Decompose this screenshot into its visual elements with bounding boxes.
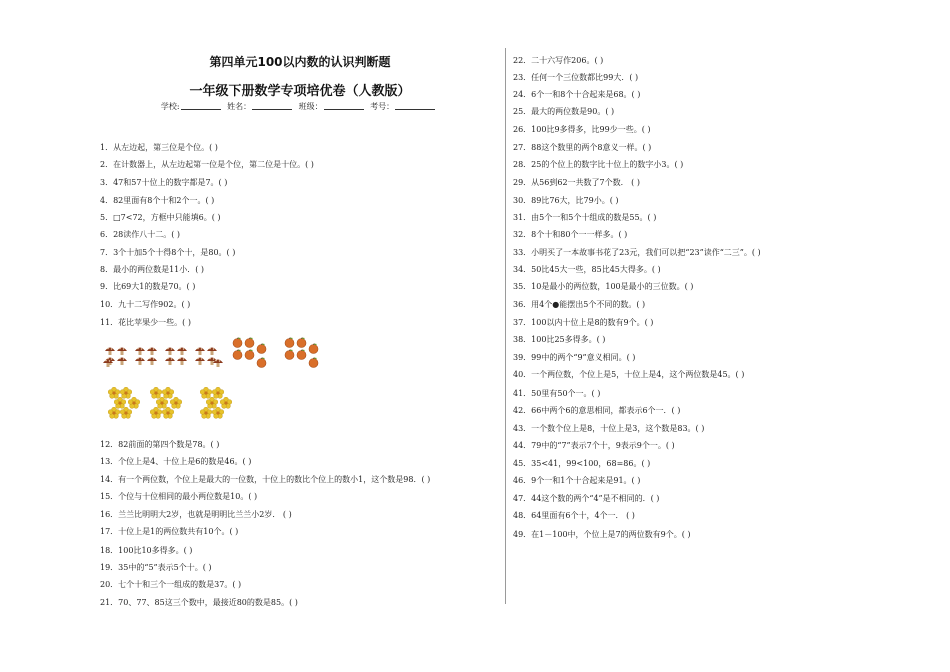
question-item: 22．二十六写作206。( ) [513,56,604,65]
apple-icon [284,337,295,348]
question-item: 19．35中的“5”表示5个十。( ) [100,563,212,572]
apple-icon [256,357,267,368]
flower-icon [108,407,120,419]
apple-icon [308,357,319,368]
question-item: 15．个位与十位相同的最小两位数是10。( ) [100,492,258,501]
flower-icon [128,397,140,409]
question-item: 1．从左边起，第三位是个位。( ) [100,143,218,152]
flower-icon [150,407,162,419]
question-item: 10．九十二写作902。( ) [100,300,191,309]
name-blank[interactable] [252,109,292,110]
apple-icon [244,337,255,348]
q11-picture [104,335,334,430]
school-label: 学校: [160,102,180,111]
flower-icon [220,397,232,409]
question-item: 23．任何一个三位数都比99大．( ) [513,73,639,82]
student-info-line [100,101,500,112]
school-blank[interactable] [181,109,221,110]
question-item: 37．100以内十位上是8的数有9个。( ) [513,318,654,327]
question-item: 36．用4个●能摆出5个不同的数。( ) [513,300,646,309]
question-item: 13．个位上是4、十位上是6的数是46。( ) [100,457,252,466]
question-item: 3．47和57十位上的数字都是7。( ) [100,178,228,187]
question-item: 11．花比苹果少一些。( ) [100,318,191,327]
worksheet-subtitle: 一年级下册数学专项培优卷（人教版） [189,84,411,99]
flower-icon [170,397,182,409]
question-item: 38．100比25多得多。( ) [513,335,606,344]
question-item: 32．8个十和80个一一样多。( ) [513,230,628,239]
question-item: 33．小明买了一本故事书花了23元，我们可以把“23”读作“二三”。( ) [513,248,761,257]
question-item: 2．在计数器上，从左边起第一位是个位，第二位是十位。( ) [100,160,314,169]
question-item: 27．88这个数里的两个8意义一样。( ) [513,143,652,152]
mushroom-icon [212,357,224,368]
question-item: 39．99中的两个“9”意义相同。( ) [513,353,636,362]
worksheet-title: 第四单元100以内数的认识判断题 [209,55,391,69]
question-item: 46．9个一和1个十合起来是91。( ) [513,476,641,485]
question-item: 30．89比76大，比79小。( ) [513,196,619,205]
apple-icon [296,349,307,360]
mushroom-icon [134,355,146,366]
apple-icon [284,349,295,360]
question-item: 26．100比9多得多，比99少一些。( ) [513,125,651,134]
column-divider [505,48,506,604]
question-item: 25．最大的两位数是90。( ) [513,107,615,116]
question-item: 42．66中两个6的意思相同，都表示6个一．( ) [513,406,681,415]
apple-icon [232,337,243,348]
question-item: 17．十位上是1的两位数共有10个。( ) [100,527,239,536]
mushroom-icon [176,355,188,366]
flower-icon [200,407,212,419]
apple-icon [244,349,255,360]
mushroom-icon [146,355,158,366]
question-item: 41．50里有50个一。( ) [513,389,601,398]
question-item: 8．最小的两位数是11小．( ) [100,265,205,274]
question-item: 21．70、77、85这三个数中，最接近80的数是85。( ) [100,598,298,607]
question-item: 12．82前面的第四个数是78。( ) [100,440,220,449]
mushroom-icon [116,355,128,366]
question-item: 35．10是最小的两位数，100是最小的三位数。( ) [513,282,694,291]
question-item: 28．25的个位上的数字比十位上的数字小3。( ) [513,160,684,169]
question-item: 24．6个一和8个十合起来是68。( ) [513,90,641,99]
question-item: 47．44这个数的两个“4”是不相同的．( ) [513,494,660,503]
class-label: 班级： [298,102,323,111]
question-item: 34．50比45大一些，85比45大得多。( ) [513,265,661,274]
question-item: 49．在1－100中，个位上是7的两位数有9个。( ) [513,530,691,539]
mushroom-icon [102,357,114,368]
class-blank[interactable] [324,109,364,110]
apple-icon [256,343,267,354]
question-item: 9．比69大1的数是70。( ) [100,282,196,291]
apple-icon [308,343,319,354]
mushroom-icon [194,355,206,366]
mushroom-icon [164,355,176,366]
question-item: 20．七个十和三个一组成的数是37。( ) [100,580,242,589]
apple-icon [296,337,307,348]
question-item: 7．3个十加5个十得8个十，是80。( ) [100,248,236,257]
name-label: 姓名： [227,102,252,111]
question-item: 40．一个两位数，个位上是5，十位上是4，这个两位数是45。( ) [513,370,745,379]
question-item: 44．79中的“7”表示7个十，9表示9个一。( ) [513,441,675,450]
question-item: 16．兰兰比明明大2岁，也就是明明比兰兰小2岁． ( ) [100,510,292,519]
question-item: 4．82里面有8个十和2个一。( ) [100,196,215,205]
question-item: 6．28读作八十二。( ) [100,230,181,239]
question-item: 5．□7<72，方框中只能填6。( ) [100,213,221,222]
question-item: 31．由5个一和5个十组成的数是55。( ) [513,213,657,222]
question-item: 43．一个数个位上是8，十位上是3，这个数是83。( ) [513,424,705,433]
question-item: 48．64里面有6个十，4个一． ( ) [513,511,635,520]
exam-number-blank[interactable] [395,109,435,110]
question-item: 18．100比10多得多。( ) [100,546,193,555]
exam-number-label: 考号： [370,102,395,111]
question-item: 14．有一个两位数，个位上是最大的一位数，十位上的数比个位上的数小1，这个数是98．( ) [100,475,431,484]
question-item: 29．从56到62一共数了7个数． ( ) [513,178,640,187]
apple-icon [232,349,243,360]
question-item: 45．35<41，99<100，68=86。( ) [513,459,651,468]
